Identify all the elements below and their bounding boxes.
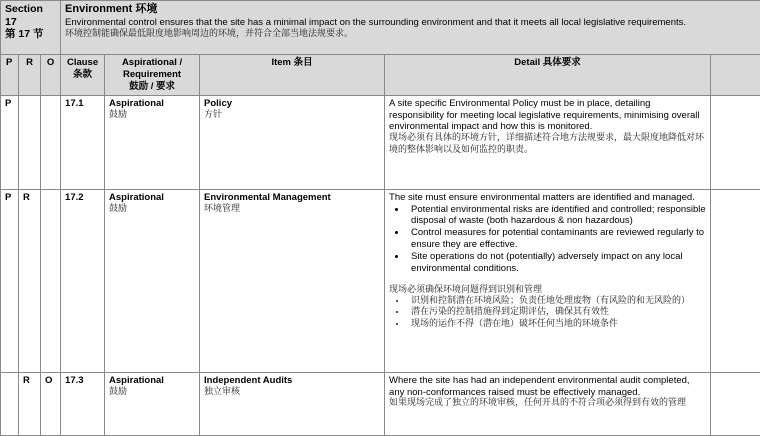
detail-bullet-list-zh [389,296,706,330]
col-requirement-label: Requirement [109,69,195,81]
cell-r [19,95,41,189]
cell-detail [385,189,711,372]
section-label: Section [5,3,56,16]
table-row [1,372,760,435]
section-header-row [1,1,760,55]
cell-clause: 17.1 [61,95,105,189]
cell-extra [711,95,760,189]
detail-text: Where the site has had an independent environmental audit completed, any non-conformances raised must be effectively managed. [389,375,706,399]
col-clause-header [61,55,105,96]
table-row [1,95,760,189]
col-requirement-header [105,55,200,96]
section-label-zh: 第 17 节 [5,28,56,41]
cell-clause: 17.2 [61,189,105,372]
detail-bullet-zh: • 现场的运作不得（潜在地）破坏任何当地的环境条件 [407,319,706,330]
cell-p [1,372,19,435]
cell-p: P [1,189,19,372]
cell-r: R [19,189,41,372]
detail-bullet: • Site operations do not (potentially) adversely impact on any local environmental conditions. [407,251,706,275]
detail-bullet: • Control measures for potential contaminants are reviewed regularly to ensure they are effective. [407,227,706,251]
col-requirement-label-zh: 鼓励 / 要求 [109,81,195,93]
cell-item [200,372,385,435]
detail-bullet-list [389,204,706,275]
detail-bullet-zh: • 识别和控制潜在环境风险；负责任地处理废物（有风险的和无风险的） [407,296,706,307]
cell-o [41,95,61,189]
level-label: Aspirational [109,192,195,204]
cell-level [105,372,200,435]
item-label: Policy [204,98,380,110]
cell-o: O [41,372,61,435]
cell-o [41,189,61,372]
level-label-zh: 鼓励 [109,204,195,215]
detail-text-zh: 现场必须确保环境问题得到识别和管理 [389,285,706,296]
col-clause-label: Clause [65,57,100,69]
section-number: 17 [5,16,56,29]
level-label-zh: 鼓励 [109,387,195,398]
detail-text-zh: 如果现场完成了独立的环境审核，任何开具的不符合项必须得到有效的管理 [389,398,706,409]
cell-item [200,95,385,189]
level-label: Aspirational [109,375,195,387]
col-o-header: O [41,55,61,96]
section-title: Environment 环境 [65,3,756,17]
section-label-cell [1,1,61,55]
level-label: Aspirational [109,98,195,110]
col-extra-header [711,55,760,96]
detail-text: A site specific Environmental Policy must be in place, detailing responsibility for meeting local legislative requirements, minimising overall environmental impact and how this is monitored. [389,98,706,134]
cell-r: R [19,372,41,435]
item-label-zh: 环境管理 [204,204,380,215]
cell-detail [385,372,711,435]
section-description: Environmental control ensures that the site has a minimal impact on the surrounding environment and that it meets all local legislative requirements. [65,17,756,29]
col-detail-header: Detail 具体要求 [385,55,711,96]
detail-text: The site must ensure environmental matters are identified and managed. [389,192,706,204]
cell-item [200,189,385,372]
col-p-header: P [1,55,19,96]
detail-text-zh: 现场必须有具体的环境方针，详细描述符合地方法规要求，最大限度地降低对环境的整体影响以及如何监控的职责。 [389,133,706,156]
cell-extra [711,189,760,372]
section-description-zh: 环境控制能确保最低限度地影响周边的环境，并符合全部当地法规要求。 [65,29,756,40]
level-label-zh: 鼓励 [109,110,195,121]
detail-bullet-zh: • 潜在污染的控制措施得到定期评估，确保其有效性 [407,307,706,318]
item-label-zh: 独立审核 [204,387,380,398]
cell-clause: 17.3 [61,372,105,435]
cell-detail [385,95,711,189]
cell-p: P [1,95,19,189]
item-label: Environmental Management [204,192,380,204]
section-info-cell [61,1,760,55]
col-item-header: Item 条目 [200,55,385,96]
cell-level [105,95,200,189]
item-label-zh: 方针 [204,110,380,121]
col-clause-label-zh: 条款 [65,69,100,81]
col-aspirational-label: Aspirational / [109,57,195,69]
item-label: Independent Audits [204,375,380,387]
cell-extra [711,372,760,435]
detail-bullet: • Potential environmental risks are identified and controlled; responsible disposal of waste (both hazardous & non hazardous) [407,204,706,228]
col-r-header: R [19,55,41,96]
column-header-row [1,55,760,96]
table-row [1,189,760,372]
cell-level [105,189,200,372]
